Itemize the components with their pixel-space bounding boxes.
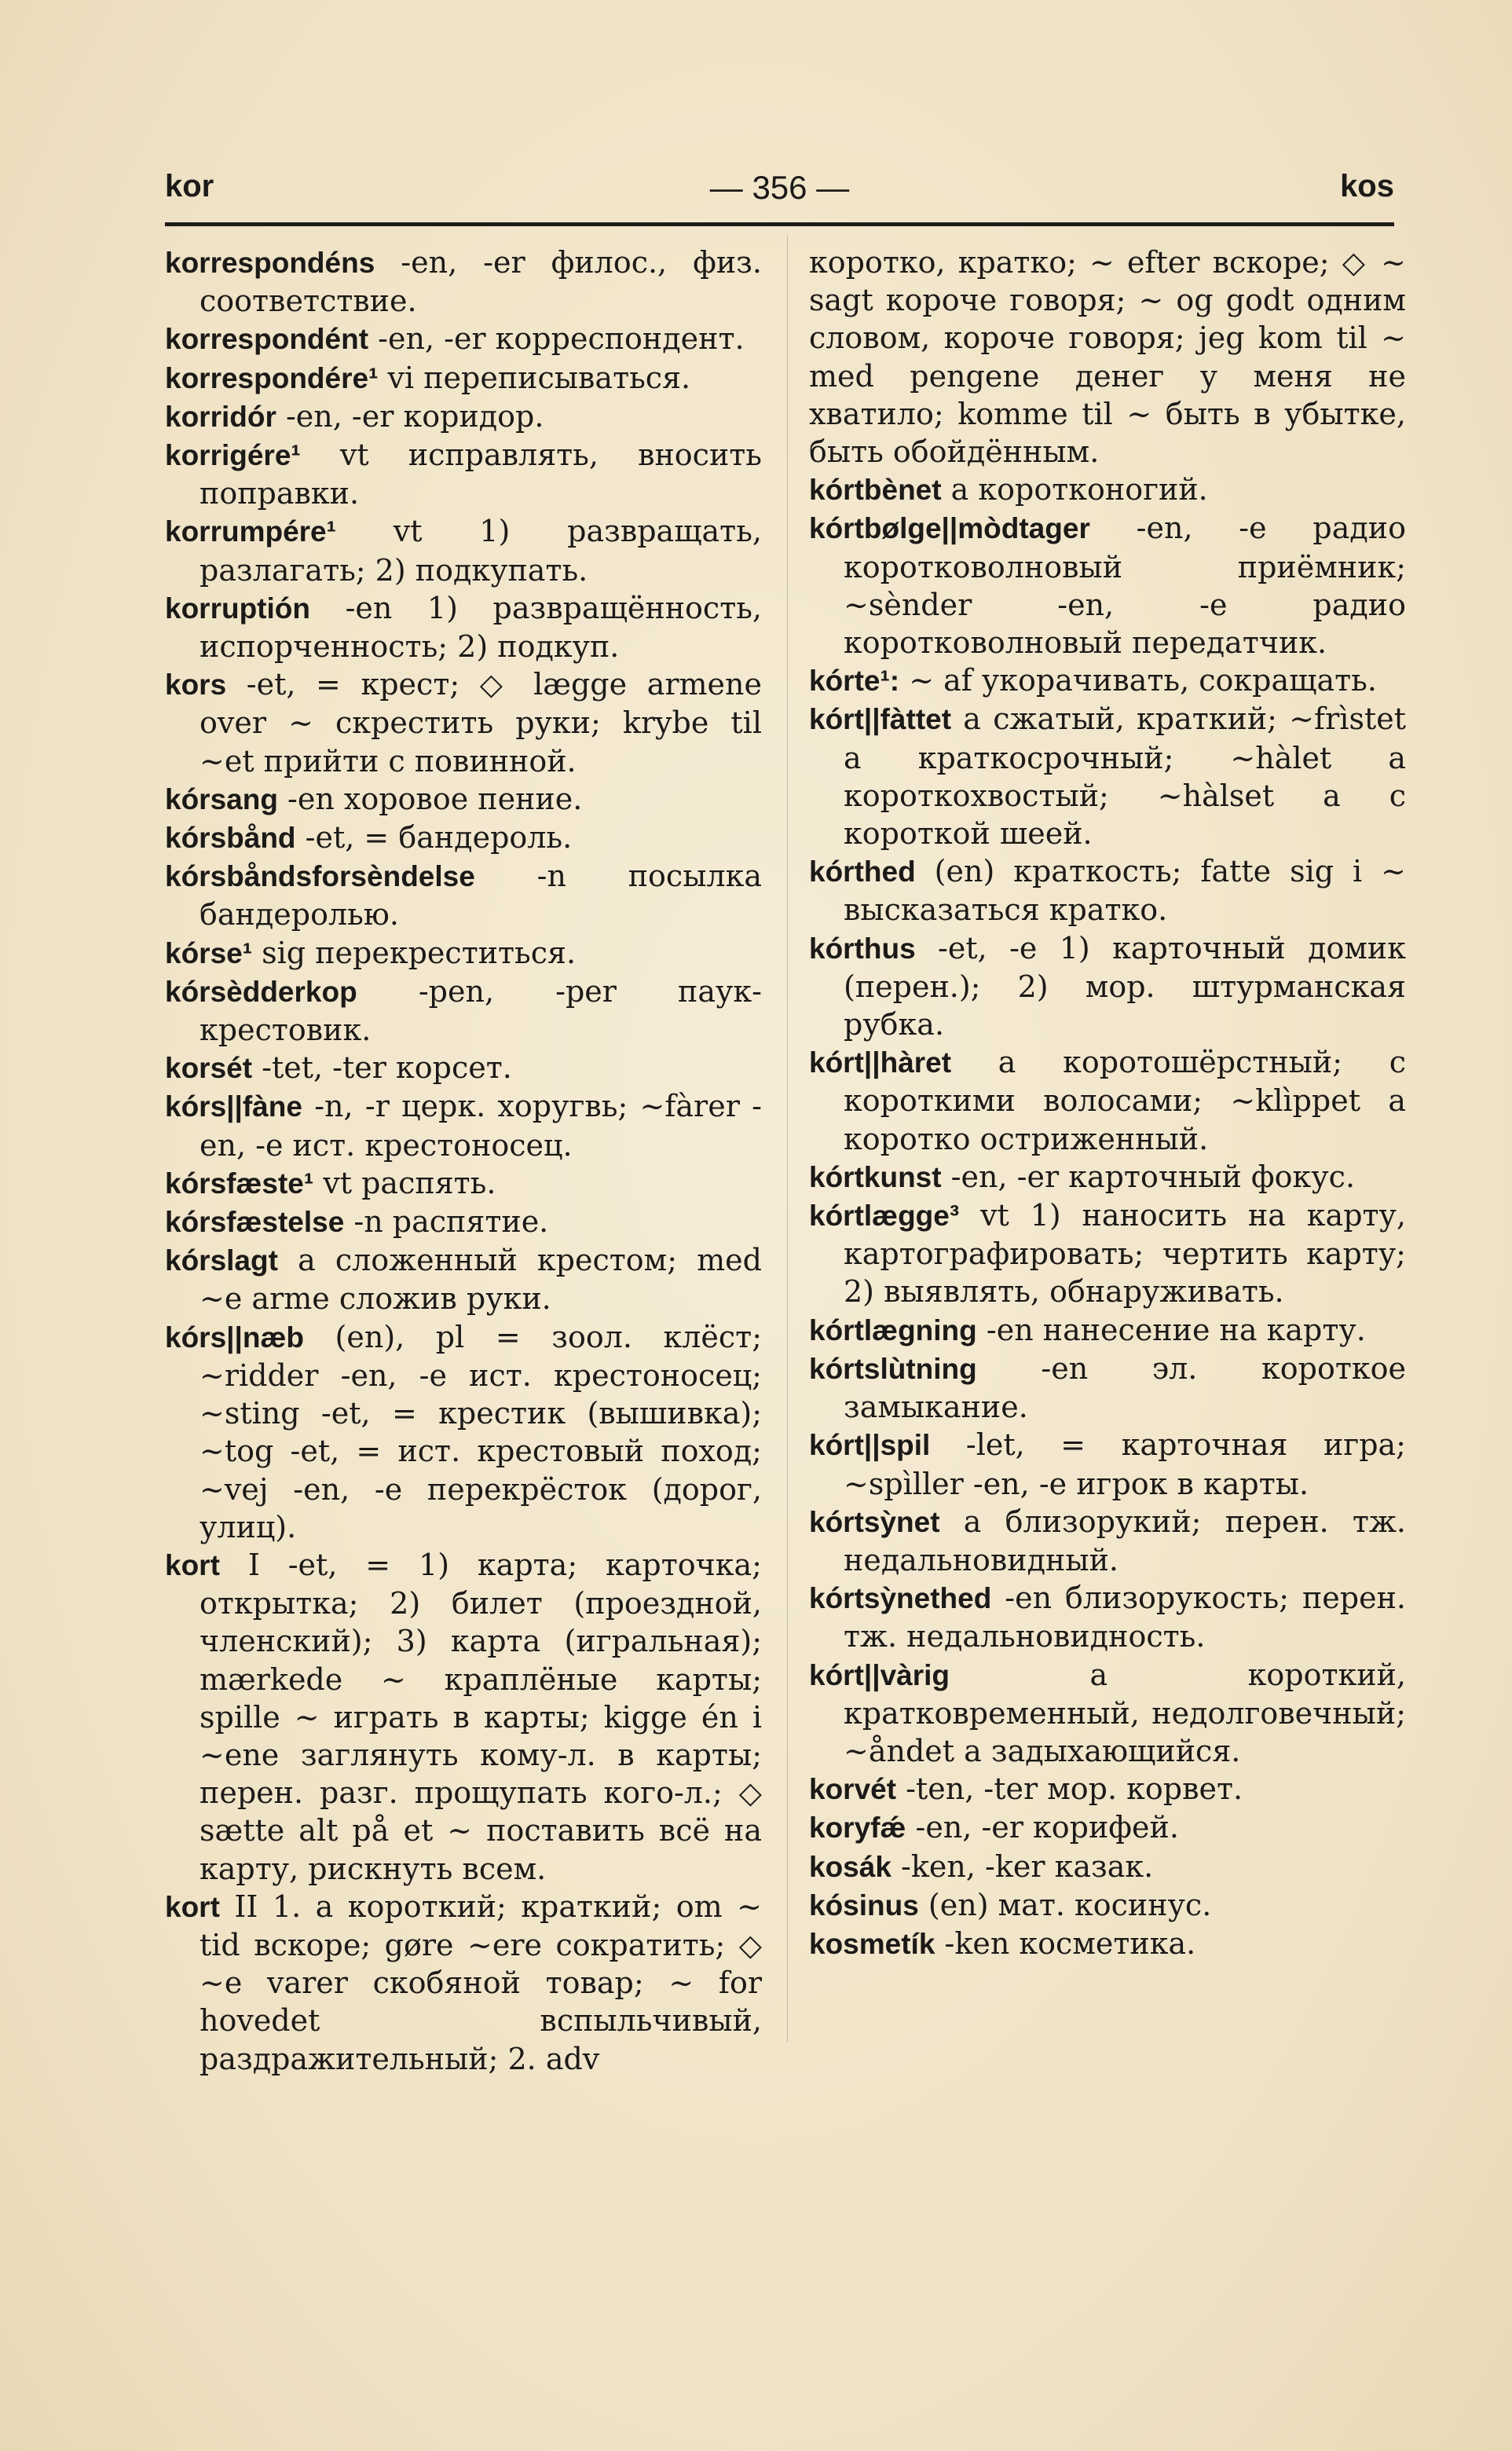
headword: kórtlægge³ xyxy=(809,1200,960,1233)
definition: a короткий, кратковременный, недолговечный; ~åndet a задыхающийся. xyxy=(844,1657,1406,1768)
headword: kórs||næb xyxy=(165,1321,304,1354)
headword: kort xyxy=(165,1548,220,1581)
headword: kosmetík xyxy=(809,1927,935,1960)
definition: a близорукий; перен. тж. недальновидный. xyxy=(844,1504,1406,1577)
definition: -tet, -ter корсет. xyxy=(262,1050,512,1086)
headword: kórte¹: xyxy=(809,665,900,698)
headword: korrespondént xyxy=(165,323,369,356)
definition: -en близорукость; перен. тж. недальновидность. xyxy=(844,1581,1406,1654)
entry xyxy=(809,1503,1406,1579)
entry xyxy=(165,320,762,358)
headword: korridór xyxy=(165,400,276,433)
headword: kórtlægning xyxy=(809,1313,977,1346)
definition: -en, -er филос., физ. соответствие. xyxy=(200,245,762,319)
definition: -en нанесение на карту. xyxy=(986,1312,1366,1347)
entry xyxy=(809,1656,1406,1771)
definition: a коротконогий. xyxy=(950,472,1208,507)
entry xyxy=(165,1546,762,1888)
entry xyxy=(165,1164,762,1203)
entry xyxy=(809,1886,1406,1925)
definition: a сложенный крестом; med ~e arme сложив руки. xyxy=(200,1243,762,1317)
definition: (en) краткость; fatte sig i ~ высказаться кратко. xyxy=(844,854,1406,928)
headword: kórtsỳnethed xyxy=(809,1582,992,1615)
entry xyxy=(809,1579,1406,1655)
entry xyxy=(809,1808,1406,1847)
headword: kórtbølge||mòdtager xyxy=(809,512,1090,545)
definition: -en, -er корреспондент. xyxy=(378,321,745,357)
entry xyxy=(165,780,762,819)
headword: kórsfæste¹ xyxy=(165,1167,314,1200)
definition: a сжатый, краткий; ~frìstet a краткосрочный; ~hàlet a короткохвостый; ~hàlset a с короткой шеей. xyxy=(844,702,1406,852)
definition: -pen, -per паук-крестовик. xyxy=(200,973,762,1048)
definition: vi переписываться. xyxy=(387,360,691,395)
definition: vt 1) наносить на карту, картографировать; чертить карту; 2) выявлять, обнаруживать. xyxy=(844,1198,1406,1310)
definition: -et, = крест; ◇ lægge armene over ~ скрестить руки; krybe til ~et прийти с повинной. xyxy=(200,667,762,779)
definition: II 1. a короткий; краткий; om ~ tid вскоре; gøre ~ere сократить; ◇ ~e varer скобяной товар; ~ for hovedet вспыльчивый, раздражительный; 2. adv xyxy=(200,1889,762,2076)
headword: koryfǽ xyxy=(809,1812,906,1845)
headword: kórs||fàne xyxy=(165,1090,302,1123)
entry xyxy=(809,1770,1406,1808)
entry xyxy=(165,1203,762,1241)
definition: -n посылка бандеролью. xyxy=(200,859,762,932)
entry xyxy=(165,589,762,665)
headword: kosák xyxy=(809,1850,891,1883)
definition: sig перекреститься. xyxy=(262,935,577,970)
definition: -en 1) развращённость, испорченность; 2) подкуп. xyxy=(200,590,762,665)
entry xyxy=(165,398,762,436)
headword: kórsèdderkop xyxy=(165,975,357,1008)
entry xyxy=(809,661,1406,700)
entry xyxy=(809,1158,1406,1196)
entry xyxy=(809,509,1406,661)
definition: ~ af укорачивать, сокращать. xyxy=(909,663,1377,698)
headword: kórt||spil xyxy=(809,1429,931,1462)
headword: kórt||fàttet xyxy=(809,703,952,736)
entry xyxy=(809,1848,1406,1886)
headword: korsét xyxy=(165,1052,253,1085)
headword: korrespondére¹ xyxy=(165,361,379,394)
entry xyxy=(809,1196,1406,1311)
entry xyxy=(809,1311,1406,1350)
headword: kórtbènet xyxy=(809,474,942,507)
definition: a коротошёрстный; с короткими волосами; ~klìppet a коротко остриженный. xyxy=(844,1045,1406,1156)
entry xyxy=(165,934,762,973)
entry xyxy=(165,665,762,780)
entry xyxy=(809,852,1406,929)
headword: korrigére¹ xyxy=(165,439,301,472)
entry xyxy=(165,819,762,857)
headword: korrespondéns xyxy=(165,247,375,279)
entry xyxy=(165,1049,762,1087)
definition: I -et, = 1) карта; карточка; открытка; 2) билет (проездной, членский); 3) карта (игральная); mærkede ~ краплёные карты; spille ~ играть в карты; kigge én i ~ene заглянуть кому-л. в карты; перен. разг. прощупать кого-л.; ◇ sætte alt på et ~ поставить всё на карту, рискнуть всем. xyxy=(200,1547,762,1886)
definition: -en эл. короткое замыкание. xyxy=(844,1350,1406,1425)
entry xyxy=(809,1350,1406,1426)
entry xyxy=(809,471,1406,509)
header-rule xyxy=(165,222,1394,226)
entry xyxy=(165,973,762,1049)
headword: kórtsỳnet xyxy=(809,1505,940,1538)
definition: -et, -e 1) карточный домик (перен.); 2) мор. штурманская рубка. xyxy=(844,930,1406,1042)
headword: korrumpére¹ xyxy=(165,515,336,548)
headword: kórthed xyxy=(809,855,916,888)
headword: kors xyxy=(165,669,227,702)
headword: kórsbånd xyxy=(165,822,296,855)
entry xyxy=(165,512,762,588)
headword: kósinus xyxy=(809,1889,919,1922)
definition: коротко, кратко; ~ efter вскоре; ◇ ~ sagt короче говоря; ~ og godt одним словом, короче говоря; jeg kom til ~ med pengene денег у меня не хватило; komme til ~ быть в убытке, быть обойдённым. xyxy=(809,245,1406,470)
headword: kórsbåndsforsèndelse xyxy=(165,860,475,893)
entry xyxy=(809,700,1406,852)
headword: kórtkunst xyxy=(809,1160,942,1193)
definition: vt распять. xyxy=(323,1165,496,1200)
entry xyxy=(809,1426,1406,1502)
definition: -ken косметика. xyxy=(944,1925,1196,1961)
definition: -let, = карточная игра; ~spìller -en, -e игрок в карты. xyxy=(844,1427,1406,1501)
entry-continuation xyxy=(809,244,1406,471)
entry xyxy=(809,1925,1406,1963)
definition: -ken, -ker казак. xyxy=(901,1848,1154,1884)
headword: kórsang xyxy=(165,782,278,815)
entry xyxy=(165,1318,762,1546)
headword: korvét xyxy=(809,1773,897,1806)
headword: kórt||vàrig xyxy=(809,1658,950,1691)
headword: kórslagt xyxy=(165,1244,278,1277)
definition: -en, -er корифей. xyxy=(915,1810,1179,1845)
right-column xyxy=(809,244,1406,1963)
column-divider xyxy=(787,236,788,2042)
headword: kórtslùtning xyxy=(809,1352,977,1385)
running-head xyxy=(165,169,1394,216)
definition: (en) мат. косинус. xyxy=(928,1887,1212,1922)
entry xyxy=(165,857,762,933)
headword: kórthus xyxy=(809,932,916,965)
definition: -ten, -ter мор. корвет. xyxy=(906,1771,1243,1807)
definition: vt исправлять, вносить поправки. xyxy=(200,438,762,511)
right-guide-word: kos xyxy=(1340,169,1394,203)
definition: -n распятие. xyxy=(353,1204,549,1240)
definition: -et, = бандероль. xyxy=(305,820,573,855)
definition: -en хоровое пение. xyxy=(287,781,583,816)
definition: -en, -e радио коротковолновый приёмник; ~sènder -en, -e радио коротковолновый передатчик. xyxy=(844,511,1406,661)
entry xyxy=(165,1087,762,1163)
headword: kórsfæstelse xyxy=(165,1206,345,1239)
left-column xyxy=(165,244,762,2078)
entry xyxy=(165,359,762,398)
entry xyxy=(165,1888,762,2078)
headword: kórse¹ xyxy=(165,936,253,969)
entry xyxy=(165,1241,762,1317)
left-guide-word: kor xyxy=(165,169,214,203)
definition: -en, -er коридор. xyxy=(285,398,544,434)
definition: vt 1) развращать, разлагать; 2) подкупать. xyxy=(200,514,762,588)
headword: kort xyxy=(165,1890,220,1923)
page-number: — 356 — xyxy=(709,169,850,206)
definition: -en, -er карточный фокус. xyxy=(950,1159,1356,1194)
headword: kórt||hàret xyxy=(809,1046,952,1079)
definition: -n, -r церк. хоругвь; ~fàrer -en, -e ист. крестоносец. xyxy=(200,1089,762,1163)
entry xyxy=(809,929,1406,1044)
definition: (en), pl = зоол. клёст; ~ridder -en, -e ист. крестоносец; ~sting -et, = крестик (вышивка); ~tog -et, = ист. крестовый поход; ~vej -en, -e перекрёсток (дорог, улиц). xyxy=(200,1319,762,1544)
headword: korruptión xyxy=(165,592,310,625)
entry xyxy=(165,436,762,512)
entry xyxy=(165,244,762,320)
entry xyxy=(809,1043,1406,1158)
